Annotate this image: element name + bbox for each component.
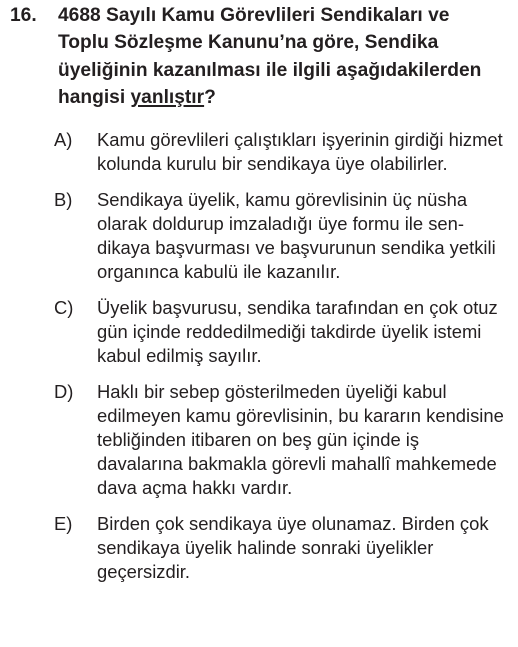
option-d[interactable]	[0, 380, 509, 500]
option-text: Kamu görevlileri çalıştıkları işyerinin girdiği hizmet kolunda kurulu bir sendikaya üye olabilirler.	[97, 129, 503, 174]
option-e[interactable]	[0, 512, 509, 584]
option-b[interactable]	[0, 188, 509, 284]
answer-options	[0, 128, 518, 596]
option-text: Birden çok sendikaya üye olunamaz. Birden çok sendikaya üyelik halinde sonraki üyelikler geçersizdir.	[97, 513, 489, 582]
question-emphasis: yanlıştır	[130, 87, 205, 109]
question-text-before: 4688 Sayılı Kamu Görevlileri Sendikaları ve Toplu Sözleşme Kanunu’na göre, Sendika üyeliğinin kazanılması ile ilgili aşağıdakilerden hangisi	[58, 5, 482, 109]
option-letter: D)	[54, 381, 74, 402]
option-c[interactable]	[0, 296, 509, 368]
option-letter: E)	[54, 513, 73, 534]
question-number: 16.	[10, 5, 37, 26]
option-letter: C)	[54, 297, 74, 318]
question-stem	[0, 0, 498, 112]
question-text	[58, 5, 481, 108]
option-letter: B)	[54, 189, 73, 210]
option-text: Haklı bir sebep gösterilmeden üyeliği kabul edilmeyen kamu görevlisinin, bu kararın kendisine tebliğinden itibaren on beş gün içinde iş davalarına bakmakla görevli mahallî mahkemede dava açma hakkı vardır.	[97, 381, 504, 498]
option-a[interactable]	[0, 128, 509, 176]
question-text-after: ?	[204, 87, 216, 109]
option-text: Sendikaya üyelik, kamu görevlisinin üç nüsha olarak doldurup imzaladığı üye formu ile sendikaya başvurması ve başvurunun sendika yetkili organınca kabulü ile kazanılır.	[97, 189, 496, 282]
option-letter: A)	[54, 129, 73, 150]
option-text: Üyelik başvurusu, sendika tarafından en çok otuz gün içinde reddedilmediği takdirde üyelik istemi kabul edilmiş sayılır.	[97, 297, 498, 366]
